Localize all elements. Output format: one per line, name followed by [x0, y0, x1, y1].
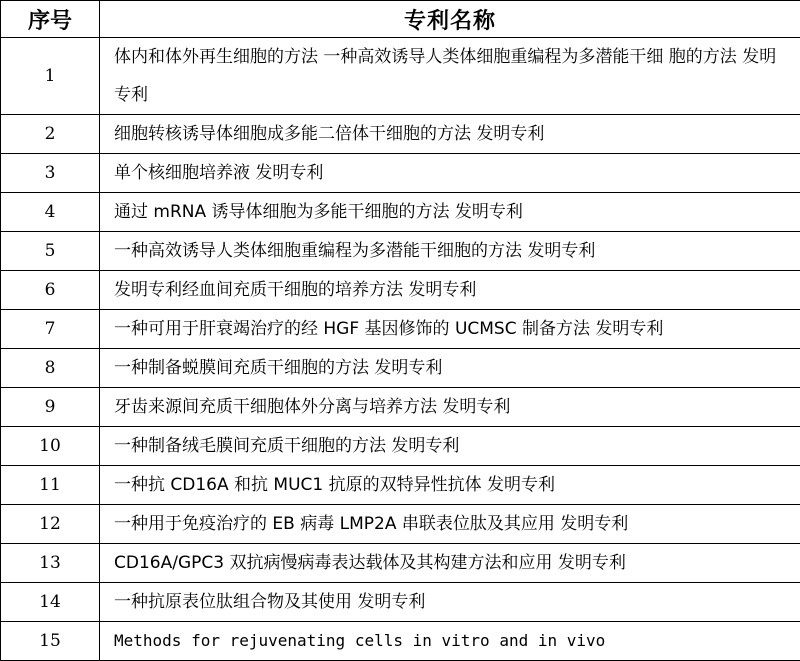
patent-name: 单个核细胞培养液 发明专利 — [100, 154, 800, 193]
row-number: 7 — [1, 310, 100, 349]
table-row — [1, 583, 800, 622]
table-row — [1, 505, 800, 544]
row-number: 4 — [1, 193, 100, 232]
row-number: 9 — [1, 388, 100, 427]
row-number: 14 — [1, 583, 100, 622]
patent-name: 一种高效诱导人类体细胞重编程为多潜能干细胞的方法 发明专利 — [100, 232, 800, 271]
table-row — [1, 622, 800, 661]
patent-name: 一种用于免疫治疗的 EB 病毒 LMP2A 串联表位肽及其应用 发明专利 — [100, 505, 800, 544]
patent-name: 一种制备绒毛膜间充质干细胞的方法 发明专利 — [100, 427, 800, 466]
row-number: 1 — [1, 38, 100, 115]
table-row — [1, 310, 800, 349]
header-number: 序号 — [1, 1, 100, 38]
table-row — [1, 466, 800, 505]
row-number: 2 — [1, 115, 100, 154]
row-number: 3 — [1, 154, 100, 193]
patent-name: 体内和体外再生细胞的方法 一种高效诱导人类体细胞重编程为多潜能干细 胞的方法 发明专利 — [100, 38, 800, 115]
row-number: 10 — [1, 427, 100, 466]
row-number: 12 — [1, 505, 100, 544]
table-row — [1, 271, 800, 310]
table-row — [1, 544, 800, 583]
patent-name: 一种抗原表位肽组合物及其使用 发明专利 — [100, 583, 800, 622]
patent-name: Methods for rejuvenating cells in vitro and in vivo — [100, 622, 800, 661]
patent-name: CD16A/GPC3 双抗病慢病毒表达载体及其构建方法和应用 发明专利 — [100, 544, 800, 583]
patent-name: 牙齿来源间充质干细胞体外分离与培养方法 发明专利 — [100, 388, 800, 427]
table-row — [1, 388, 800, 427]
table-row — [1, 154, 800, 193]
patent-name: 一种可用于肝衰竭治疗的经 HGF 基因修饰的 UCMSC 制备方法 发明专利 — [100, 310, 800, 349]
table-row — [1, 115, 800, 154]
patent-name: 发明专利经血间充质干细胞的培养方法 发明专利 — [100, 271, 800, 310]
header-name: 专利名称 — [100, 1, 800, 38]
row-number: 13 — [1, 544, 100, 583]
table-row — [1, 38, 800, 115]
header-row — [1, 1, 800, 38]
patent-name: 一种制备蜕膜间充质干细胞的方法 发明专利 — [100, 349, 800, 388]
table-row — [1, 427, 800, 466]
table-row — [1, 349, 800, 388]
row-number: 5 — [1, 232, 100, 271]
table-row — [1, 193, 800, 232]
patent-name: 通过 mRNA 诱导体细胞为多能干细胞的方法 发明专利 — [100, 193, 800, 232]
patent-name: 细胞转核诱导体细胞成多能二倍体干细胞的方法 发明专利 — [100, 115, 800, 154]
row-number: 8 — [1, 349, 100, 388]
table-row — [1, 232, 800, 271]
row-number: 6 — [1, 271, 100, 310]
row-number: 15 — [1, 622, 100, 661]
row-number: 11 — [1, 466, 100, 505]
patent-name: 一种抗 CD16A 和抗 MUC1 抗原的双特异性抗体 发明专利 — [100, 466, 800, 505]
